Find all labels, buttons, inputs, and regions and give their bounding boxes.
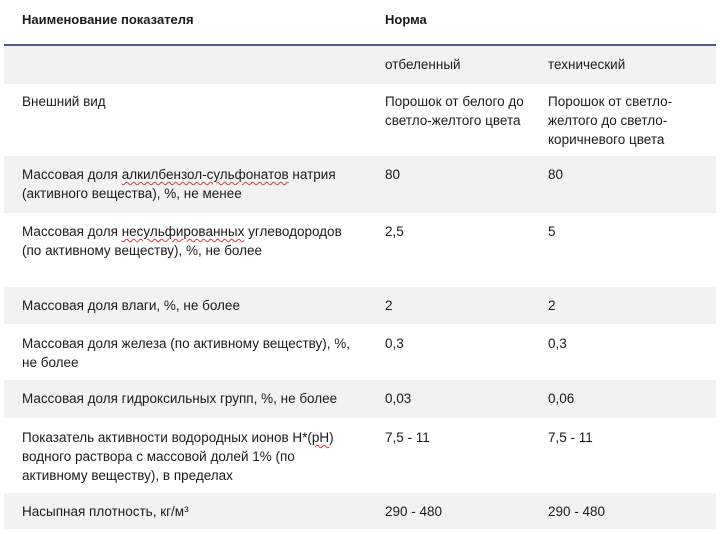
row-name: Массовая доля несульфированных углеводородов (по активному веществу), %, не более [22,224,342,258]
row-bleached: 2,5 [385,224,404,239]
spellcheck-word: рН [311,430,330,445]
row-bleached: 80 [385,167,401,182]
row-technical: 5 [548,224,556,239]
header-norm: Норма [385,12,427,27]
table-row [4,84,716,156]
row-bleached: 2 [385,298,393,313]
row-technical: 290 - 480 [548,504,606,519]
row-name: Насыпная плотность, кг/м³ [22,504,189,519]
row-name: Показатель активности водородных ионов Н*(рН) водного раствора с массовой долей 1% (по активному веществу), в пределах [22,430,334,483]
row-bleached: 290 - 480 [385,504,443,519]
row-bleached: 0,03 [385,391,412,406]
table-row [4,324,716,380]
row-technical: 7,5 - 11 [548,430,593,445]
row-technical: 0,3 [548,336,567,351]
table-row [4,493,716,529]
row-name: Массовая доля железа (по активному веществу), %, не более [22,336,351,370]
table-row [4,380,716,418]
row-technical: 0,06 [548,391,575,406]
row-bleached: 0,3 [385,336,404,351]
subheader-bleached: отбеленный [385,57,461,72]
row-name: Массовая доля влаги, %, не более [22,298,240,313]
table-row [4,156,716,213]
row-bleached: Порошок от белого до светло-желтого цвета [385,94,524,128]
spellcheck-word: несульфированных [121,224,245,239]
row-technical: Порошок от светло-желтого до светло-коричневого цвета [548,94,673,147]
table-row [4,287,716,324]
table-row [4,213,716,287]
subheader-technical: технический [548,57,626,72]
row-name: Массовая доля гидроксильных групп, %, не более [22,391,338,406]
subheader-row [4,46,716,84]
row-bleached: 7,5 - 11 [385,430,430,445]
row-technical: 80 [548,167,564,182]
row-name: Массовая доля алкилбензол-сульфонатов натрия (активного вещества), %, не менее [22,167,336,201]
table-header [4,8,716,44]
spellcheck-word: алкилбензол-сульфонатов [121,167,289,182]
header-name: Наименование показателя [22,12,194,27]
row-name: Внешний вид [22,94,106,109]
table-row [4,418,716,493]
row-technical: 2 [548,298,556,313]
